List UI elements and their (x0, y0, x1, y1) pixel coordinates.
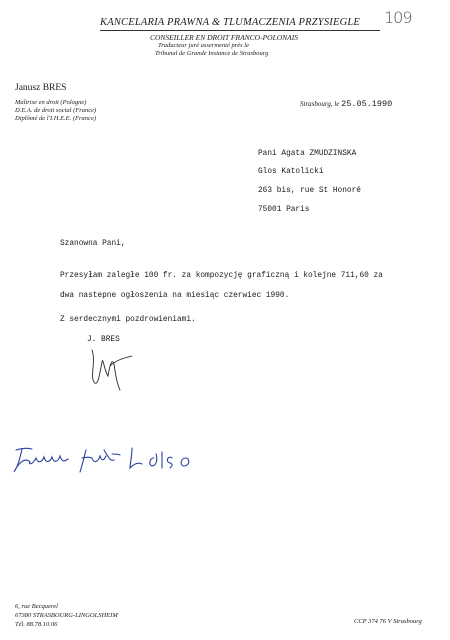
signer-name: J. BRES (87, 336, 120, 344)
letterhead-line2: Traducteur juré assermenté près le (158, 42, 249, 49)
footer-ccp: CCP 374 76 V Strasbourg (354, 618, 422, 625)
footer-address: 6, rue Becquerel (15, 603, 58, 610)
date: 25.05.1990 (341, 99, 393, 109)
author-credential: Diplômé de l'I.H.E.E. (France) (15, 115, 96, 122)
page-number: 109 (384, 8, 412, 27)
closing: Z serdecznymi pozdrowieniami. (60, 316, 196, 324)
place-date (300, 99, 392, 109)
footer-phone: Tél. 88.78.10.06 (15, 621, 58, 628)
letterhead-subtitle: CONSEILLER EN DROIT FRANCO-POLONAIS (150, 33, 298, 42)
author-name: Janusz BRES (15, 83, 67, 93)
author-credential: Maîtrise en droit (Pologne) (15, 99, 87, 106)
handwritten-note (8, 440, 193, 480)
recipient-city: 75001 Paris (258, 206, 310, 214)
recipient-org: Glos Katolicki (258, 168, 324, 176)
letterhead-rule (100, 30, 380, 31)
author-credential: D.E.A. de droit social (France) (15, 107, 97, 114)
place: Strasbourg, le (300, 100, 340, 108)
body-line: dwa nastepne ogłoszenia na miesiąc czerwiec 1990. (60, 292, 290, 300)
body-line: Przesyłam zaległe 100 fr. za kompozycję graficzną i kolejne 711,60 za (60, 272, 383, 280)
letterhead-firm: KANCELARIA PRAWNA & TLUMACZENIA PRZYSIEGLE (100, 17, 361, 28)
greeting: Szanowna Pani, (60, 240, 126, 248)
recipient-name: Pani Agata ZMUDZINSKA (258, 150, 357, 158)
signature (82, 342, 142, 397)
recipient-street: 263 bis, rue St Honoré (258, 187, 361, 195)
letterhead-line3: Tribunal de Grande Instance de Strasbourg (155, 50, 269, 57)
footer-address: 67380 STRASBOURG-LINGOLSHEIM (15, 612, 118, 619)
